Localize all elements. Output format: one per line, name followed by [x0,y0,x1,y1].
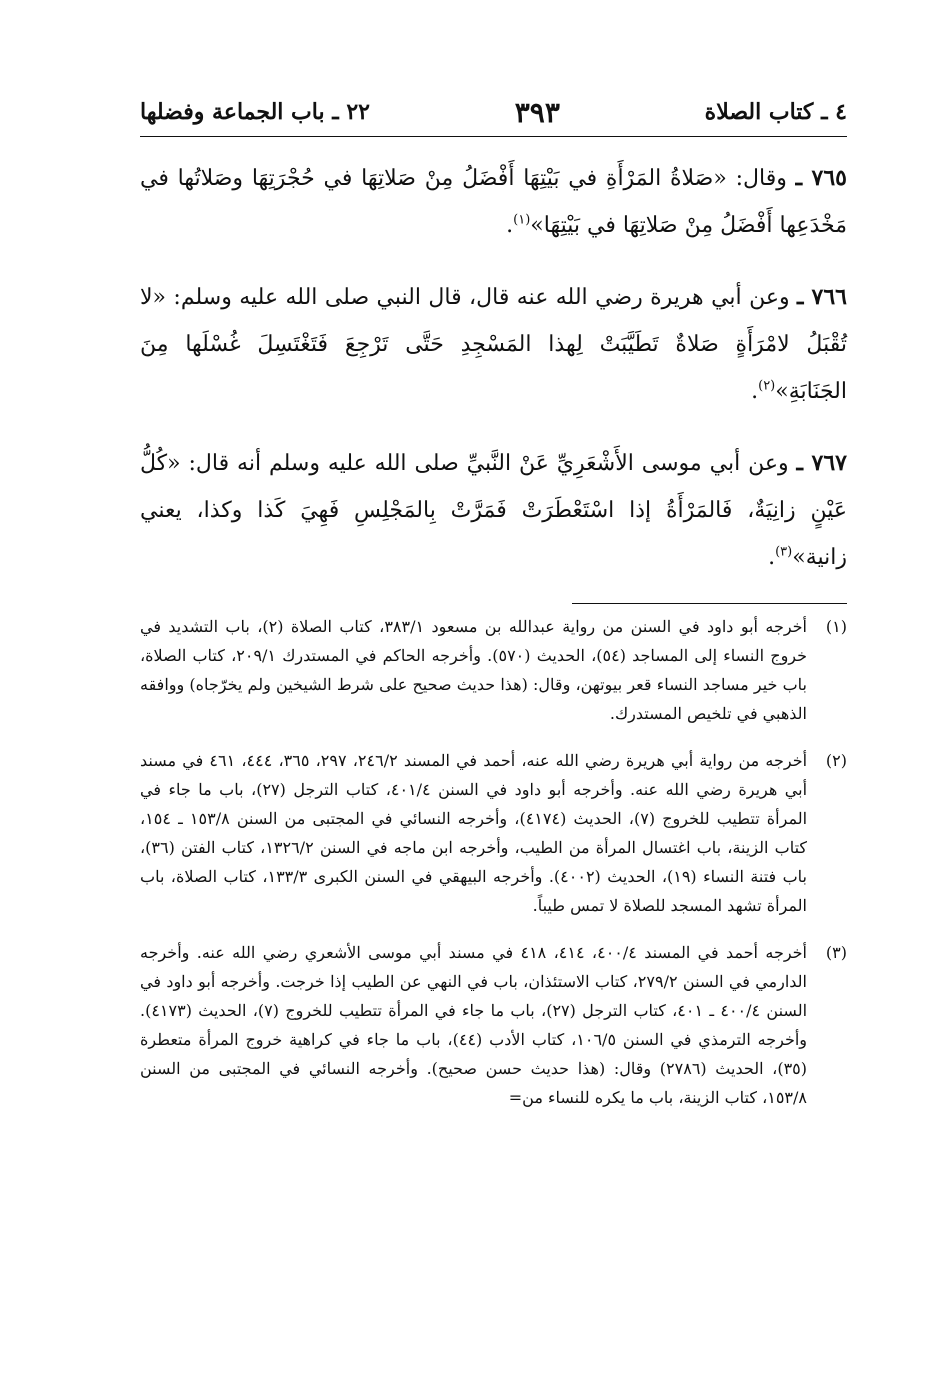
hadith-text-body [140,155,847,606]
hadith-end: . [751,379,759,404]
hadith-paragraph [140,440,847,581]
footnote-divider [572,603,847,604]
hadith-paragraph [140,274,847,415]
hadith-end: . [506,213,514,238]
chapter-title: ٢٢ ـ باب الجماعة وفضلها [140,99,370,125]
footnote-ref: (١) [513,212,531,228]
hadith-number: ٧٦٦ ـ [797,284,847,310]
footnote-number: (٢) [825,751,847,770]
hadith-paragraph [140,155,847,249]
footnote-number: (١) [825,617,847,636]
footnotes-section [140,612,847,1130]
page-header [140,92,847,132]
hadith-text: وقال: «صَلاةُ المَرْأَةِ في بَيْتِهَا أَفْضَلُ مِنْ صَلاتِهَا في حُجْرَتِهَا وصَلاتُها في مَخْدَعِها أَفْضَلُ مِنْ صَلاتِهَا في بَيْتِهَا» [140,166,847,238]
footnote-text: أخرجه من رواية أبي هريرة رضي الله عنه، أحمد في المسند ٢٤٦/٢، ٢٩٧، ٣٦٥، ٤٤٤، ٤٦١ في مسند أبي هريرة رضي الله عنه. وأخرجه أبو داود في السنن ٤٠١/٤، كتاب الترجل (٢٧)، باب ما جاء في المرأة تتطيب للخروج (٧)، الحديث (٤١٧٤)، وأخرجه النسائي في المجتبى من السنن ١٥٣/٨ ـ ١٥٤، كتاب الزينة، باب اغتسال المرأة من الطيب، وأخرجه ابن ماجه في السنن ١٣٢٦/٢، كتاب الفتن (٣٦)، باب فتنة النساء (١٩)، الحديث (٤٠٠٢). وأخرجه البيهقي في السنن الكبرى ١٣٣/٣، كتاب الصلاة، باب المرأة تشهد المسجد للصلاة لا تمس طيباً. [140,751,808,915]
footnote-item [140,612,847,728]
hadith-end: . [768,545,776,570]
hadith-text: وعن أبي موسى الأَشْعَرِيِّ عَنْ النَّبيِّ صلى الله عليه وسلم أنه قال: «كُلُّ عَيْنٍ زانِيَةٌ، فَالمَرْأَةُ إذا اسْتَعْطَرَتْ فَمَرَّتْ بِالمَجْلِسِ فَهِيَ كَذا وكذا، يعني زانية» [140,451,847,570]
book-section-title: ٤ ـ كتاب الصلاة [704,99,847,125]
header-divider [140,136,847,137]
footnote-item [140,746,847,920]
hadith-number: ٧٦٥ ـ [795,165,847,191]
footnote-ref: (٣) [775,544,793,560]
hadith-number: ٧٦٧ ـ [796,450,847,476]
footnote-ref: (٢) [758,378,776,394]
footnote-item [140,938,847,1112]
footnote-text: أخرجه أحمد في المسند ٤٠٠/٤، ٤١٤، ٤١٨ في مسند أبي موسى الأشعري رضي الله عنه. وأخرجه الدارمي في السنن ٢٧٩/٢، كتاب الاستئذان، باب في النهي عن الطيب إذا خرجت. وأخرجه أبو داود في السنن ٤٠٠/٤ ـ ٤٠١، كتاب الترجل (٢٧)، باب ما جاء في المرأة تتطيب للخروج (٧)، الحديث (٤١٧٣). وأخرجه الترمذي في السنن ١٠٦/٥، كتاب الأدب (٤٤)، باب ما جاء في كراهية خروج المرأة متعطرة (٣٥)، الحديث (٢٧٨٦) وقال: (هذا حديث حسن صحيح). وأخرجه النسائي في المجتبى من السنن ١٥٣/٨، كتاب الزينة، باب ما يكره للنساء من= [140,943,808,1107]
hadith-text: وعن أبي هريرة رضي الله عنه قال، قال النبي صلى الله عليه وسلم: «لا تُقْبَلُ لامْرَأَةٍ صَلاةٌ تَطَيَّبَتْ لِهذا المَسْجِدِ حَتَّى تَرْجِعَ فَتَغْتَسِلَ غُسْلَها مِنَ الجَنَابَةِ» [140,285,847,404]
footnote-text: أخرجه أبو داود في السنن من رواية عبدالله بن مسعود ٣٨٣/١، كتاب الصلاة (٢)، باب التشديد في خروج النساء إلى المساجد (٥٤)، الحديث (٥٧٠). وأخرجه الحاكم في المستدرك ٢٠٩/١، كتاب الصلاة، باب خير مساجد النساء قعر بيوتهن، وقال: (هذا حديث صحيح على شرط الشيخين ولم يخرّجاه) ووافقه الذهبي في تلخيص المستدرك. [140,617,808,723]
page-number: ٣٩٣ [514,95,560,129]
footnote-number: (٣) [825,943,847,962]
